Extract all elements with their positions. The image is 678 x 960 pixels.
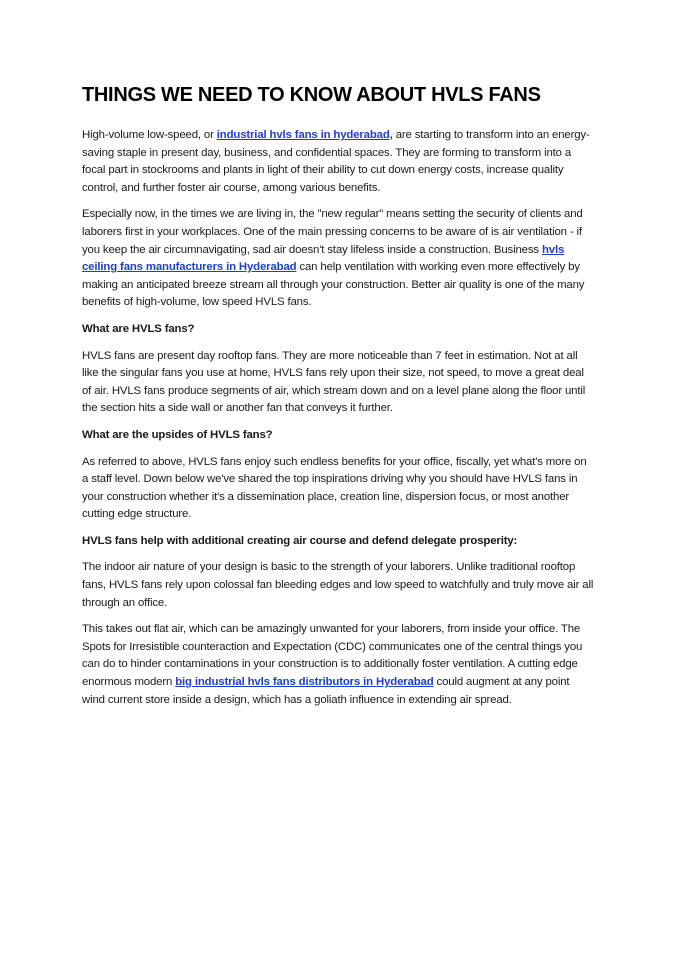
paragraph-text: Especially now, in the times we are living in, the "new regular" means setting the security of clients and laborers first in your workplaces. One of the main pressing concerns to be aware of is air ventilation - if you keep the air circumnavigating, sad air doesn't stay lifeless inside a construction. Business <box>82 208 583 256</box>
page-title: THINGS WE NEED TO KNOW ABOUT HVLS FANS <box>82 84 541 106</box>
paragraph-intro <box>82 127 594 197</box>
paragraph-text: This takes out flat air, which can be amazingly unwanted for your laborers, from inside your office. The Spots for Irresistible counteraction and Expectation (CDC) communicates one of the central things you can do to hinder contaminations in your construction is to additionally foster ventilation. A cutting edge enormous modern <box>82 623 583 689</box>
link-hvls-ceiling-fans-manufacturers[interactable]: hvls ceiling fans manufacturers in Hyderabad <box>82 243 565 274</box>
document-page <box>82 80 594 718</box>
link-industrial-hvls-fans[interactable]: industrial hvls fans in hyderabad, <box>216 129 393 141</box>
link-big-industrial-hvls-fans-distributors[interactable]: big industrial hvls fans distributors in Hyderabad <box>175 676 434 689</box>
paragraph-new-regular <box>82 206 594 312</box>
paragraph-indoor-air: The indoor air nature of your design is basic to the strength of your laborers. Unlike traditional rooftop fans, HVLS fans rely upon colossal fan bleeding edges and low speed to watchfully and truly move air all through an office. <box>82 561 594 609</box>
paragraph-text: are starting to transform into an energy-saving staple in present day, business, and confidential spaces. They are forming to transform into a focal part in stockrooms and plants in light of their ability to cut down energy costs, increase quality control, and further foster air course, among various benefits. <box>82 129 590 194</box>
paragraph-flat-air <box>82 621 594 709</box>
section-heading-upsides: What are the upsides of HVLS fans? <box>82 428 273 441</box>
paragraph-text: High-volume low-speed, or <box>82 129 217 141</box>
paragraph-upsides: As referred to above, HVLS fans enjoy such endless benefits for your office, fiscally, yet what's more on a staff level. Down below we've shared the top inspirations driving why you should have HVLS fans in your construction whether it's a dissemination place, creation line, dispersion focus, or most another cutting edge structure. <box>82 455 587 521</box>
paragraph-what-are-hvls: HVLS fans are present day rooftop fans. They are more noticeable than 7 feet in estimation. Not at all like the singular fans you use at home, HVLS fans rely upon their size, not speed, to move a great deal of air. HVLS fans produce segments of air, which stream down and on a level plane along the floor until the section hits a side wall or another fan that conveys it further. <box>82 349 586 415</box>
paragraph-text: can help ventilation with working even more effectively by making an anticipated breeze stream all through your construction. Better air quality is one of the many benefits of high-volume, low speed HVLS fans. <box>82 261 585 309</box>
section-heading-air-course: HVLS fans help with additional creating air course and defend delegate prosperity: <box>82 534 518 547</box>
section-heading-what-are-hvls: What are HVLS fans? <box>82 322 195 335</box>
paragraph-text: could augment at any point wind current store inside a design, which has a goliath influence in extending air spread. <box>82 676 570 706</box>
